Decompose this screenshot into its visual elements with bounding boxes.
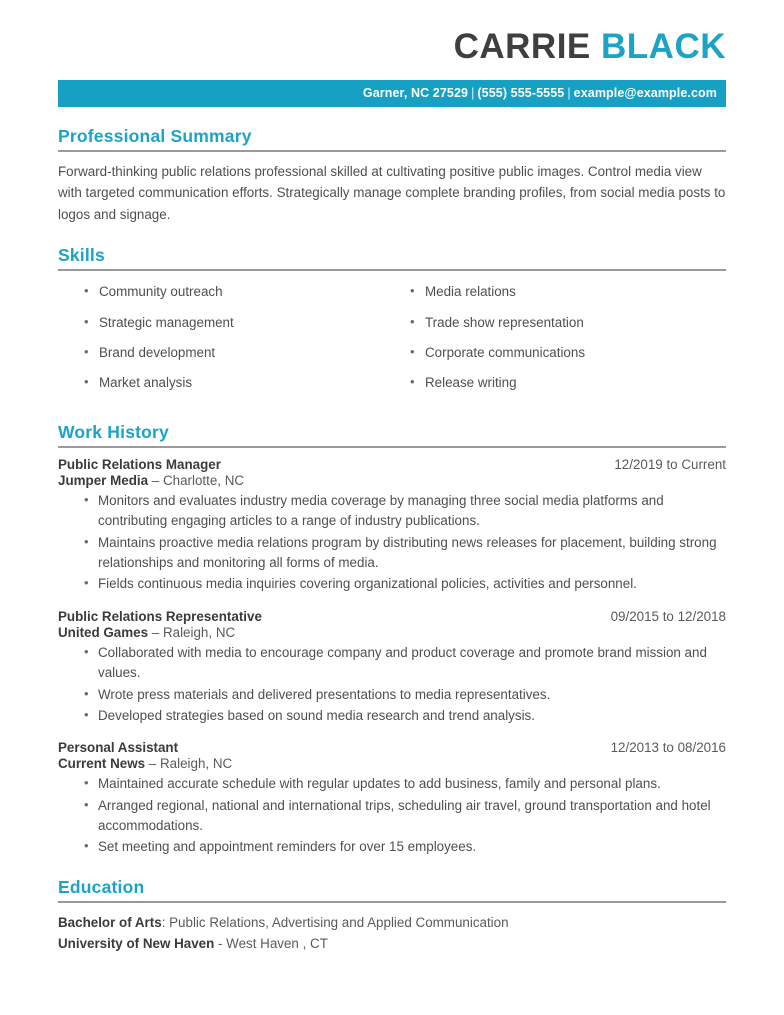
skills-column-right — [392, 282, 726, 402]
skills-list-right — [410, 282, 726, 392]
job-company-name: United Games — [58, 624, 149, 640]
list-item: • Maintained accurate schedule with regular updates to add business, family and personal plans. — [84, 774, 726, 794]
job-company-separator: – — [148, 756, 157, 772]
list-item: • Collaborated with media to encourage company and product coverage and promote brand mission and values. — [84, 643, 726, 684]
last-name: BLACK — [601, 27, 726, 66]
skills-column-left — [58, 282, 392, 402]
job-company-line — [58, 756, 726, 771]
job-title: Public Relations Representative — [58, 608, 262, 624]
work-history-entry — [58, 740, 726, 858]
list-item: • Market analysis — [84, 373, 392, 393]
list-item: • Brand development — [84, 343, 392, 363]
education-degree-label: Bachelor of Arts — [58, 914, 162, 930]
contact-separator-1: | — [471, 85, 475, 100]
job-header-row — [58, 457, 726, 472]
list-item: • Wrote press materials and delivered presentations to media representatives. — [84, 685, 726, 705]
contact-phone: (555) 555-5555 — [477, 85, 565, 100]
job-dates: 09/2015 to 12/2018 — [610, 608, 726, 624]
job-title: Personal Assistant — [58, 740, 179, 756]
education-school-label: University of New Haven — [58, 936, 215, 952]
job-bullets — [58, 643, 726, 727]
contact-location: Garner, NC 27529 — [362, 85, 469, 100]
list-item: • Media relations — [410, 282, 726, 302]
education-degree-line — [58, 912, 726, 934]
job-dates: 12/2019 to Current — [614, 456, 726, 472]
job-header-row — [58, 740, 726, 755]
list-item: • Developed strategies based on sound media research and trend analysis. — [84, 706, 726, 726]
job-company-separator: – — [151, 472, 160, 488]
page-title — [0, 0, 784, 67]
list-item: • Maintains proactive media relations program by distributing news releases for placement, building strong relationships and monitoring all forms of media. — [84, 533, 726, 574]
section-work-history — [58, 422, 726, 858]
section-skills — [58, 245, 726, 402]
section-title-work-history: Work History — [58, 421, 169, 442]
section-divider-work-history — [58, 446, 726, 448]
section-divider-summary — [58, 150, 726, 152]
work-history-entry — [58, 609, 726, 727]
list-item: • Set meeting and appointment reminders for over 15 employees. — [84, 837, 726, 857]
job-location: Raleigh, NC — [162, 624, 236, 640]
job-bullets — [58, 491, 726, 595]
section-title-skills: Skills — [58, 245, 105, 266]
section-title-education: Education — [58, 876, 145, 897]
section-title-summary: Professional Summary — [58, 125, 252, 146]
education-school-line — [58, 933, 726, 955]
work-history-entry — [58, 457, 726, 595]
section-divider-education — [58, 901, 726, 903]
section-professional-summary — [58, 126, 726, 227]
job-dates: 12/2013 to 08/2016 — [610, 740, 726, 756]
skills-columns — [58, 280, 726, 402]
list-item: • Community outreach — [84, 282, 392, 302]
job-bullets — [58, 774, 726, 858]
job-title: Public Relations Manager — [58, 456, 221, 472]
job-company-name: Jumper Media — [58, 472, 149, 488]
first-name: CARRIE — [453, 27, 591, 66]
list-item: • Fields continuous media inquiries covering organizational policies, activities and personnel. — [84, 574, 726, 594]
resume-body — [0, 126, 784, 956]
list-item: • Monitors and evaluates industry media coverage by managing three social media platforms and contributing engaging articles to a range of industry publications. — [84, 491, 726, 532]
education-degree-detail: : Public Relations, Advertising and Applied Communication — [161, 914, 509, 930]
job-location: Charlotte, NC — [162, 472, 245, 488]
section-education — [58, 877, 726, 955]
contact-separator-2: | — [567, 85, 571, 100]
section-divider-skills — [58, 269, 726, 271]
job-company-name: Current News — [58, 756, 146, 772]
job-company-line — [58, 625, 726, 640]
job-location: Raleigh, NC — [159, 756, 233, 772]
list-item: • Release writing — [410, 373, 726, 393]
contact-bar — [58, 80, 726, 107]
job-company-separator: – — [151, 624, 160, 640]
job-company-line — [58, 473, 726, 488]
list-item: • Trade show representation — [410, 313, 726, 333]
contact-email[interactable]: example@example.com — [573, 85, 717, 100]
list-item: • Corporate communications — [410, 343, 726, 363]
list-item: • Arranged regional, national and international trips, scheduling air travel, ground transportation and hotel accommodations. — [84, 796, 726, 837]
education-school-detail: - West Haven , CT — [214, 936, 328, 952]
skills-list-left — [84, 282, 392, 392]
summary-text: Forward-thinking public relations professional skilled at cultivating positive public images. Control media view with targeted communication efforts. Strategically manage complete branding profiles, from social media posts to logos and signage. — [58, 163, 726, 223]
list-item: • Strategic management — [84, 313, 392, 333]
job-header-row — [58, 609, 726, 624]
